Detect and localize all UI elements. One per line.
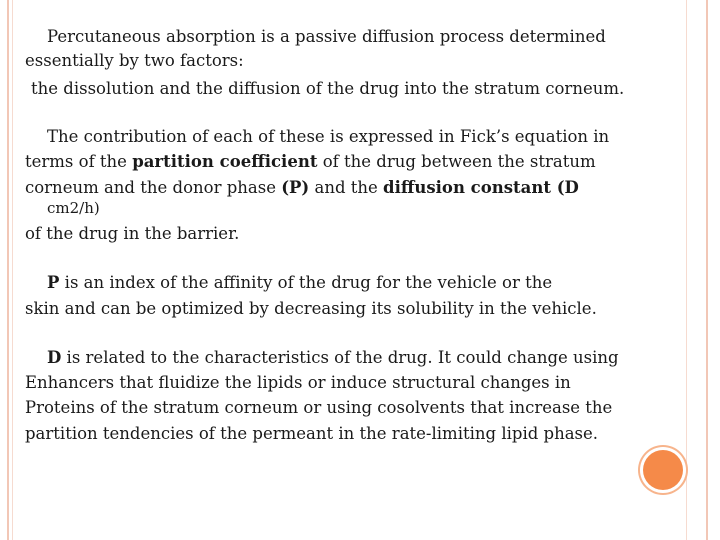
p3-line-2: skin and can be optimized by decreasing its solubility in the vehicle.: [25, 299, 597, 318]
partition-coefficient-term: partition coefficient: [132, 152, 318, 171]
p2-text: and the: [309, 178, 384, 197]
p1-line-2: essentially by two factors:: [25, 51, 244, 70]
p2-line-4-units: cm2/h): [47, 199, 100, 217]
d-symbol: D: [47, 348, 62, 367]
p4-line-4: partition tendencies of the permeant in the rate-limiting lipid phase.: [25, 424, 599, 443]
diffusion-constant-term: diffusion constant (D: [383, 178, 579, 197]
p2-line-1: The contribution of each of these is expressed in Fick’s equation in: [47, 127, 610, 146]
p1-line-1: Percutaneous absorption is a passive diffusion process determined: [47, 27, 606, 46]
p1-line-3: the dissolution and the diffusion of the drug into the stratum corneum.: [31, 79, 625, 98]
p2-text: terms of the: [25, 152, 133, 171]
p4-line-1: [47, 348, 619, 368]
p4-text: is related to the characteristics of the drug. It could change using: [61, 348, 619, 367]
decorative-orange-circle: [643, 450, 683, 490]
p3-text: is an index of the affinity of the drug for the vehicle or the: [59, 273, 553, 292]
p4-line-2: Enhancers that fluidize the lipids or induce structural changes in: [25, 373, 571, 392]
p2-line-5: of the drug in the barrier.: [25, 224, 240, 243]
p4-line-3: Proteins of the stratum corneum or using cosolvents that increase the: [25, 398, 613, 417]
p2-text: of the drug between the stratum: [317, 152, 596, 171]
p2-text: corneum and the donor phase: [25, 178, 282, 197]
p2-line-2: [25, 152, 596, 172]
p-symbol: (P): [281, 178, 310, 197]
p-symbol: P: [47, 273, 60, 292]
p2-line-3: [25, 178, 579, 198]
p3-line-1: [47, 273, 552, 293]
